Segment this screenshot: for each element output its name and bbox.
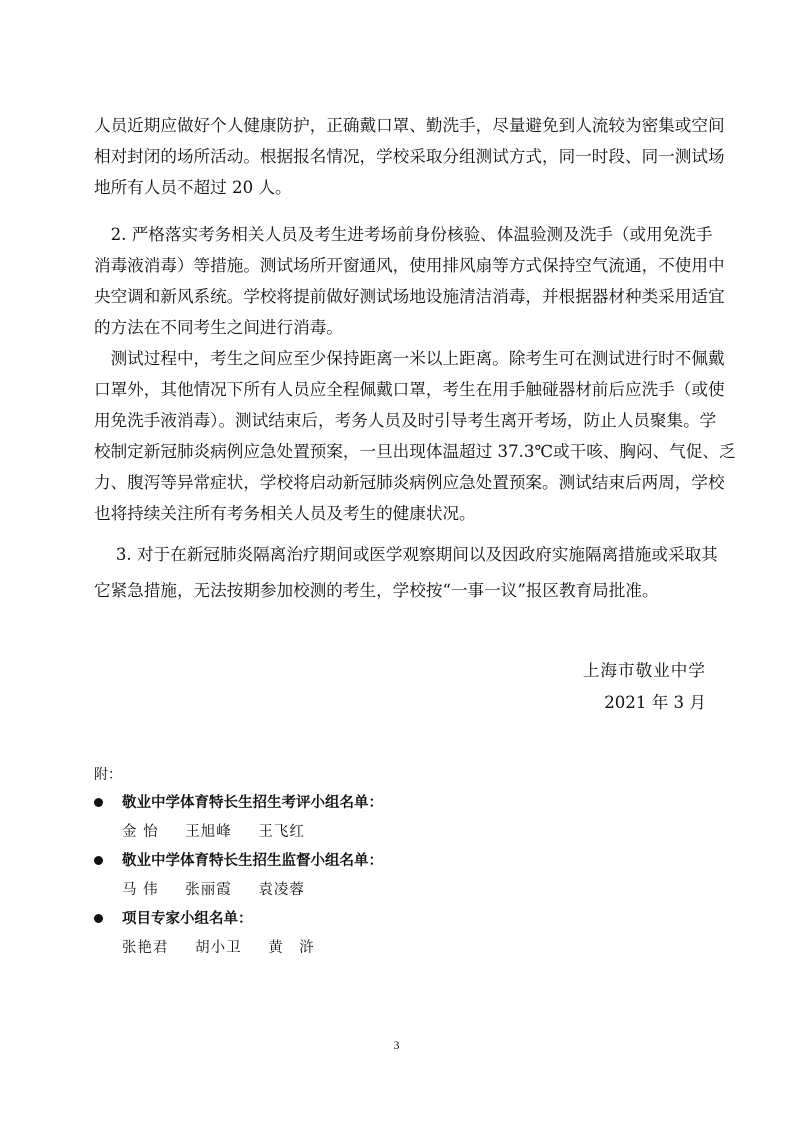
text-line: 力、腹泻等异常症状，学校将启动新冠肺炎病例应急处置预案。测试结束后两周，学校 [94,473,725,492]
document-body [94,110,736,963]
member-name: 张丽霞 [185,882,232,898]
appendix-group-experts [94,905,706,963]
signature-block [94,655,706,719]
member-name: 王旭峰 [185,824,232,840]
signature-school: 上海市敬业中学 [582,661,706,680]
member-name: 王飞红 [258,824,305,840]
paragraph-health-protection [94,110,725,203]
group-title: 项目专家小组名单： [122,911,253,927]
text-line: 3. 对于在新冠肺炎隔离治疗期间或医学观察期间以及因政府实施隔离措施或采取其 [94,545,718,564]
text-line: 口罩外，其他情况下所有人员应全程佩戴口罩，考生在用手触碰器材前后应洗手（或使 [94,380,725,399]
appendix-label: 附： [94,767,122,783]
member-name: 张艳君 [122,940,169,956]
text-line: 校制定新冠肺炎病例应急处置预案，一旦出现体温超过 37.3℃或干咳、胸闷、气促、乏 [94,442,736,461]
text-line: 它紧急措施，无法按期参加校测的考生，学校按“一事一议”报区教育局批准。 [94,581,659,600]
text-line: 的方法在不同考生之间进行消毒。 [94,318,343,337]
bullet-icon [94,798,103,807]
member-name: 黄 浒 [268,940,315,956]
group-members [122,817,706,847]
group-members [122,875,706,905]
group-title: 敬业中学体育特长生招生考评小组名单： [122,795,383,811]
text-line: 地所有人员不超过 20 人。 [94,178,292,197]
paragraph-item-2 [94,219,725,343]
appendix-group-evaluation [94,789,706,847]
paragraph-item-3 [94,537,718,609]
group-members [122,933,706,963]
appendix [94,761,706,963]
text-line: 消毒液消毒）等措施。测试场所开窗通风，使用排风扇等方式保持空气流通，不使用中 [94,256,725,275]
member-name: 胡小卫 [195,940,242,956]
member-name: 金 怡 [122,824,159,840]
text-line: 2. 严格落实考务相关人员及考生进考场前身份核验、体温验测及洗手（或用免洗手 [94,225,713,244]
text-line: 央空调和新风系统。学校将提前做好测试场地设施清洁消毒，并根据器材种类采用适宜 [94,287,725,306]
paragraph-testing-process [94,343,736,529]
bullet-icon [94,856,103,865]
bullet-icon [94,914,103,923]
member-name: 袁凌蓉 [258,882,305,898]
text-line: 人员近期应做好个人健康防护，正确戴口罩、勤洗手，尽量避免到人流较为密集或空间 [94,116,725,135]
text-line: 测试过程中，考生之间应至少保持距离一米以上距离。除考生可在测试进行时不佩戴 [94,349,725,368]
text-line: 也将持续关注所有考务相关人员及考生的健康状况。 [94,504,476,523]
page-number: 3 [393,1038,400,1052]
group-title: 敬业中学体育特长生招生监督小组名单： [122,853,383,869]
appendix-group-supervision [94,847,706,905]
text-line: 用免洗手液消毒）。测试结束后，考务人员及时引导考生离开考场，防止人员聚集。学 [94,411,717,430]
text-line: 相对封闭的场所活动。根据报名情况，学校采取分组测试方式，同一时段、同一测试场 [94,147,725,166]
member-name: 马 伟 [122,882,159,898]
signature-date: 2021 年 3 月 [604,693,706,712]
